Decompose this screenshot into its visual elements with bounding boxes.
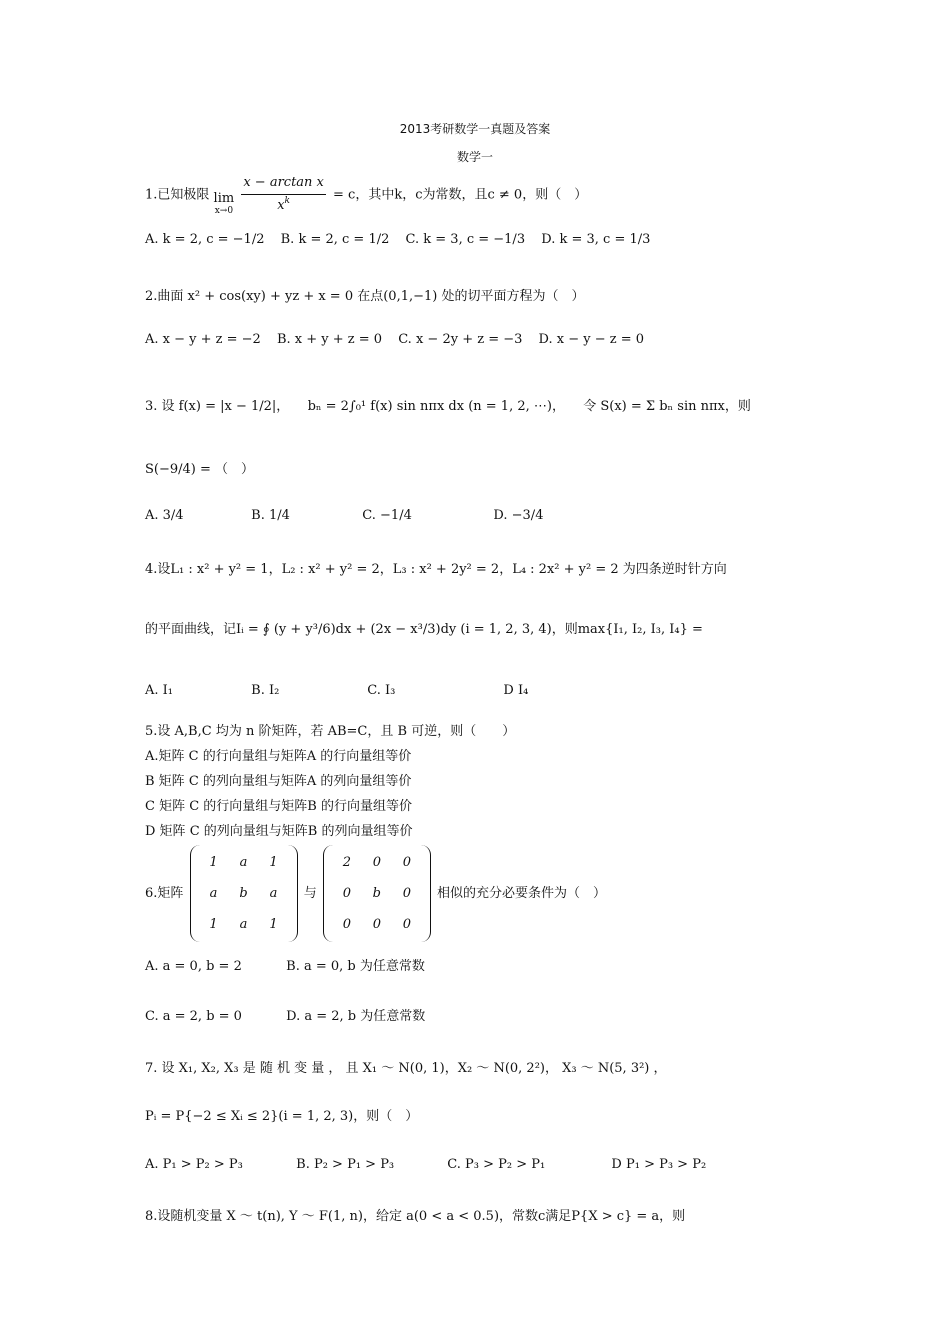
- question-6-stem: 6.矩阵 1 a 1 a b a 1 a 1 与 2 0 0 0 b 0 0 0 0 相似的充分必要条件为（ ）: [145, 845, 606, 942]
- q2-option-b: B. x + y + z = 0: [276, 332, 383, 347]
- q4-option-b: B. I₂: [251, 683, 280, 698]
- page-subtitle: 数学一: [456, 150, 493, 164]
- page-title: 2013考研数学一真题及答案: [399, 122, 551, 136]
- question-6-options-2: [145, 1005, 437, 1024]
- q7-option-b: B. P₂ > P₁ > P₃: [296, 1157, 395, 1172]
- q5-option-b: B 矩阵 C 的列向量组与矩阵A 的列向量组等价: [145, 774, 412, 789]
- q4-option-c: C. I₃: [367, 683, 396, 698]
- q7-option-c: C. P₃ > P₂ > P₁: [447, 1157, 546, 1172]
- q1-option-c: C. k = 3, c = −1/3: [405, 232, 526, 247]
- question-7-stem: 7. 设 X₁, X₂, X₃ 是 随 机 变 量 ， 且 X₁ ～ N(0, 1)，X₂ ～ N(0, 2²)， X₃ ～ N(5, 3²) ，: [145, 1061, 667, 1076]
- q6-option-d: D. a = 2, b 为任意常数: [286, 1009, 426, 1024]
- q6-option-b: B. a = 0, b 为任意常数: [286, 959, 425, 974]
- q6-option-c: C. a = 2, b = 0: [145, 1009, 242, 1024]
- question-1-stem: 1.已知极限 lim x→0 $\frac{\text{x − arctan x}}{x^k}$ = c，其中k，c为常数，且c ≠ 0，则（ ）: [145, 172, 587, 218]
- question-2-stem: 2.曲面 x² + cos(xy) + yz + x = 0 在点(0,1,−1) 处的切平面方程为（ ）: [145, 289, 585, 304]
- q3-option-a: A. 3/4: [145, 508, 184, 523]
- q1-option-a: A. k = 2, c = −1/2: [145, 232, 265, 247]
- matrix-a: 1 a 1 a b a 1 a 1: [190, 845, 298, 942]
- question-8-stem: 8.设随机变量 X ～ t(n), Y ～ F(1, n)，给定 a(0 < a < 0.5)，常数c满足P{X > c} = a，则: [145, 1209, 686, 1224]
- question-7-options: [145, 1157, 718, 1172]
- question-4-options: [145, 683, 540, 698]
- q2-option-d: D. x − y − z = 0: [538, 332, 645, 347]
- q1-option-d: D. k = 3, c = 1/3: [541, 232, 651, 247]
- q1-option-b: B. k = 2, c = 1/2: [280, 232, 390, 247]
- question-5-stem: 5.设 A,B,C 均为 n 阶矩阵，若 AB=C，且 B 可逆，则（ ）: [145, 724, 516, 739]
- q4-option-d: D I₄: [503, 683, 529, 698]
- q3-option-c: C. −1/4: [362, 508, 412, 523]
- q2-option-c: C. x − 2y + z = −3: [398, 332, 523, 347]
- q6-option-a: A. a = 0, b = 2: [145, 959, 242, 974]
- question-2-options: [145, 332, 656, 347]
- q5-option-c: C 矩阵 C 的行向量组与矩阵B 的行向量组等价: [145, 799, 412, 814]
- q4-option-a: A. I₁: [145, 683, 173, 698]
- question-3-stem: 3. 设 f(x) = |x − 1/2|， bₙ = 2∫₀¹ f(x) sin nπx dx (n = 1, 2, ⋯)， 令 S(x) = Σ bₙ sin nπx，则: [145, 399, 751, 414]
- question-7-stem-cont: Pᵢ = P{−2 ≤ Xᵢ ≤ 2}(i = 1, 2, 3)，则（ ）: [145, 1109, 419, 1124]
- question-1-options: [145, 232, 662, 247]
- question-3-options: [145, 508, 555, 523]
- q7-option-a: A. P₁ > P₂ > P₃: [145, 1157, 243, 1172]
- q7-option-d: D P₁ > P₃ > P₂: [611, 1157, 707, 1172]
- q5-option-a: A.矩阵 C 的行向量组与矩阵A 的行向量组等价: [145, 749, 412, 764]
- q2-option-a: A. x − y + z = −2: [145, 332, 261, 347]
- q5-option-d: D 矩阵 C 的列向量组与矩阵B 的列向量组等价: [145, 824, 413, 839]
- question-3-stem-cont: S(−9/4) = （ ）: [145, 462, 255, 477]
- question-4-stem-cont: 的平面曲线，记Iᵢ = ∮ (y + y³/6)dx + (2x − x³/3)dy (i = 1, 2, 3, 4)，则max{I₁, I₂, I₃, I₄} =: [145, 622, 703, 637]
- q3-option-b: B. 1/4: [251, 508, 290, 523]
- question-4-stem: 4.设L₁ : x² + y² = 1，L₂ : x² + y² = 2，L₃ : x² + 2y² = 2，L₄ : 2x² + y² = 2 为四条逆时针方向: [145, 562, 727, 577]
- q3-option-d: D. −3/4: [493, 508, 544, 523]
- question-6-options-1: [145, 955, 437, 974]
- matrix-b: 2 0 0 0 b 0 0 0 0: [323, 845, 431, 942]
